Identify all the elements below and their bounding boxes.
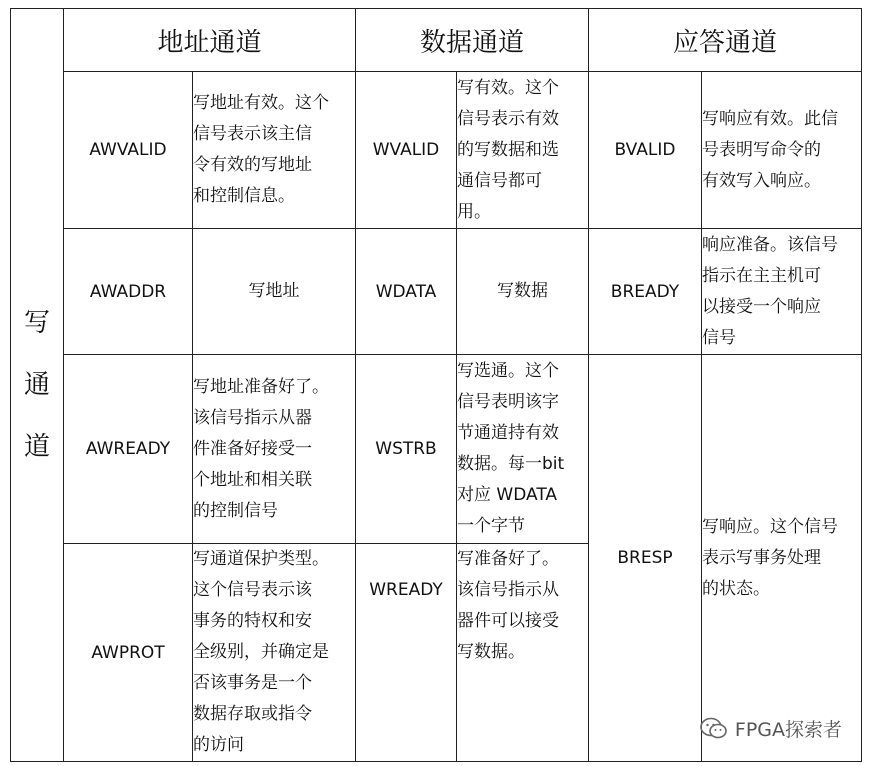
signal-wvalid: WVALID [356, 72, 457, 229]
wechat-icon [699, 716, 729, 742]
desc-awprot: 写通道保护类型。 这个信号表示该 事务的特权和安 全级别，并确定是 否该事务是一个 数据存取或指令 的访问 [193, 544, 356, 762]
desc-awready: 写地址准备好了。 该信号指示从器 件准备好接受一 个地址和相关联 的控制信号 [193, 355, 356, 544]
desc-wready: 写准备好了。 该信号指示从 器件可以接受 写数据。 [457, 544, 589, 762]
signal-wready: WREADY [356, 544, 457, 762]
signal-awprot: AWPROT [64, 544, 193, 762]
axi-write-channel-table [10, 8, 862, 762]
watermark-text: FPGA探索者 [734, 719, 842, 741]
signal-bresp: BRESP [589, 355, 702, 762]
signal-awaddr: AWADDR [64, 229, 193, 355]
desc-wstrb: 写选通。这个 信号表明该字 节通道持有效 数据。每一bit 对应 WDATA 一个字节 [457, 355, 589, 544]
signal-awready: AWREADY [64, 355, 193, 544]
desc-bready: 响应准备。该信号 指示在主主机可 以接受一个响应 信号 [702, 229, 862, 355]
header-response-channel: 应答通道 [589, 9, 862, 72]
desc-bresp: 写响应。这个信号 表示写事务处理 的状态。 [702, 355, 862, 762]
desc-wdata: 写数据 [457, 229, 589, 355]
signal-wdata: WDATA [356, 229, 457, 355]
watermark [699, 715, 842, 742]
desc-wvalid: 写有效。这个 信号表示有效 的写数据和选 通信号都可 用。 [457, 72, 589, 229]
signal-bvalid: BVALID [589, 72, 702, 229]
write-channel-label: 写 通 道 [11, 9, 64, 762]
desc-bvalid: 写响应有效。此信 号表明写命令的 有效写入响应。 [702, 72, 862, 229]
signal-bready: BREADY [589, 229, 702, 355]
header-address-channel: 地址通道 [64, 9, 356, 72]
signal-wstrb: WSTRB [356, 355, 457, 544]
header-data-channel: 数据通道 [356, 9, 589, 72]
desc-awaddr: 写地址 [193, 229, 356, 355]
signal-awvalid: AWVALID [64, 72, 193, 229]
desc-awvalid: 写地址有效。这个 信号表示该主信 令有效的写地址 和控制信息。 [193, 72, 356, 229]
